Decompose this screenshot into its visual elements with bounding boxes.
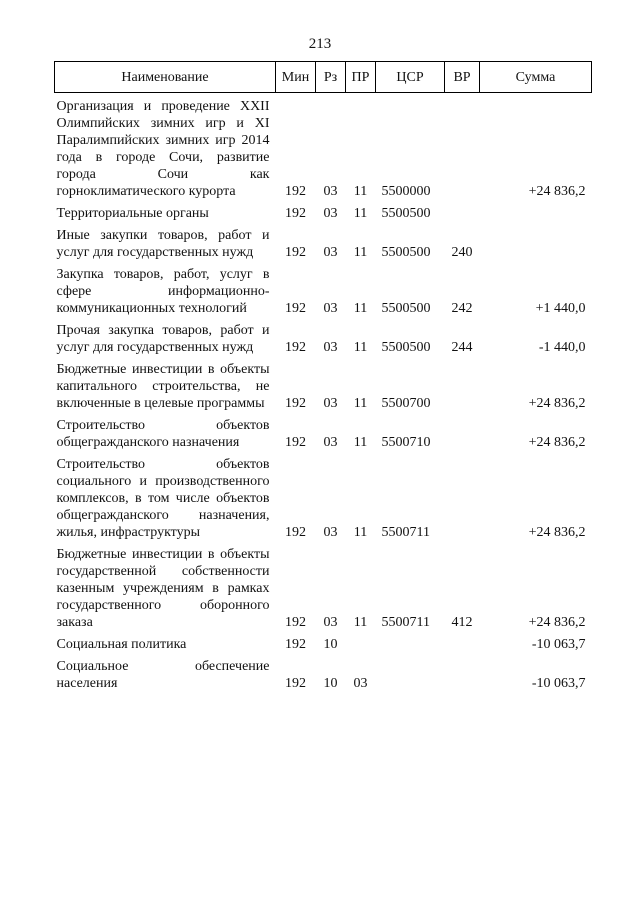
row-min: 192 [285,615,306,630]
row-name: Организация и проведение XXII Олимпийских зимних игр и XI Паралимпийских зимних игр 2014 года в городе Сочи, развитие города Сочи как горноклиматического курорта [56,99,270,199]
row-min: 192 [285,301,306,316]
row-csr [376,658,445,697]
row-vr [445,361,480,417]
row-name: Социальная политика [56,637,187,652]
row-pr: 11 [353,301,368,316]
row-vr [445,417,480,456]
row-csr: 5500500 [381,301,431,316]
row-rz: 03 [323,301,338,316]
row-pr: 11 [353,340,368,355]
row-vr [445,93,480,206]
row-sum [480,205,592,227]
row-csr: 5500700 [381,396,431,411]
row-rz: 03 [323,184,338,199]
row-sum: +24 836,2 [528,184,586,199]
table-row [55,417,592,456]
row-vr: 242 [451,301,473,316]
row-name: Территориальные органы [56,206,209,221]
row-pr: 11 [353,525,368,540]
row-name: Закупка товаров, работ, услуг в сфере информационно-коммуникационных технологий [56,267,270,316]
budget-table [54,61,592,697]
row-sum: -10 063,7 [531,637,586,652]
row-name: Социальное обеспечение населения [56,659,270,691]
row-csr: 5500500 [381,245,431,260]
row-sum: +1 440,0 [535,301,586,316]
row-name: Бюджетные инвестиции в объекты капитального строительства, не включенные в целевые программы [56,362,270,411]
row-vr [445,636,480,658]
row-rz: 03 [323,435,338,450]
row-sum [480,227,592,266]
row-name: Иные закупки товаров, работ и услуг для государственных нужд [56,228,270,260]
table-row [55,227,592,266]
row-csr: 5500710 [381,435,431,450]
table-row [55,636,592,658]
row-csr: 5500711 [381,615,430,630]
row-name: Строительство объектов социального и производственного комплексов, в том числе объектов общегражданского назначения, жилья, инфраструктуры [56,457,270,540]
row-name: Бюджетные инвестиции в объекты государственной собственности казенным учреждениям в рамках государственного оборонного заказа [56,547,270,630]
header-pr: ПР [346,62,376,93]
row-sum: +24 836,2 [528,435,586,450]
row-rz: 03 [323,396,338,411]
table-row [55,322,592,361]
header-vr: ВР [445,62,480,93]
row-rz: 03 [323,206,338,221]
row-sum: +24 836,2 [528,525,586,540]
row-rz: 03 [323,615,338,630]
row-min: 192 [285,435,306,450]
table-row [55,205,592,227]
row-pr: 11 [353,615,368,630]
row-min: 192 [285,396,306,411]
table-row [55,266,592,322]
header-rz: Рз [316,62,346,93]
row-rz: 10 [323,637,338,652]
header-sum: Сумма [480,62,592,93]
row-pr: 11 [353,184,368,199]
row-rz: 03 [323,525,338,540]
table-header [55,62,592,93]
row-min: 192 [285,206,306,221]
table-row [55,546,592,636]
row-sum: +24 836,2 [528,615,586,630]
row-vr [445,205,480,227]
table-row [55,361,592,417]
table-row [55,456,592,546]
header-csr: ЦСР [376,62,445,93]
row-pr: 03 [353,676,368,691]
row-csr [376,636,445,658]
row-min: 192 [285,340,306,355]
table-row [55,93,592,206]
row-rz: 10 [323,676,338,691]
row-sum: -1 440,0 [538,340,586,355]
header-min: Мин [276,62,316,93]
row-pr: 11 [353,245,368,260]
row-csr: 5500000 [381,184,431,199]
row-rz: 03 [323,245,338,260]
row-sum: +24 836,2 [528,396,586,411]
row-name: Строительство объектов общегражданского назначения [56,418,270,450]
row-min: 192 [285,184,306,199]
row-pr: 11 [353,435,368,450]
row-name: Прочая закупка товаров, работ и услуг для государственных нужд [56,323,270,355]
row-csr: 5500711 [381,525,430,540]
row-pr [346,636,376,658]
row-vr [445,658,480,697]
row-min: 192 [285,676,306,691]
row-vr: 244 [451,340,473,355]
row-vr: 412 [451,615,473,630]
row-csr: 5500500 [381,206,431,221]
page-number: 213 [308,36,332,52]
row-csr: 5500500 [381,340,431,355]
row-pr: 11 [353,396,368,411]
header-name: Наименование [55,62,276,93]
table-row [55,658,592,697]
row-rz: 03 [323,340,338,355]
row-min: 192 [285,525,306,540]
row-pr: 11 [353,206,368,221]
row-vr: 240 [451,245,473,260]
row-min: 192 [285,637,306,652]
row-vr [445,456,480,546]
row-sum: -10 063,7 [531,676,586,691]
row-min: 192 [285,245,306,260]
